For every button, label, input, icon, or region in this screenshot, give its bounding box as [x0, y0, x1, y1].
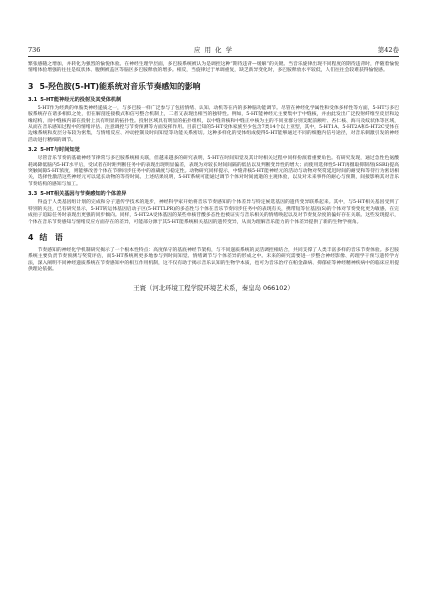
subsection-title: 5-HT与时间知觉: [40, 147, 80, 154]
intro-paragraph: 繁张感随之增加，并转化为强烈的愉悦体验。在神经生理学层面，多巴胺系统被认为是调控这种“期待违背—缓解”的关键。当音乐旋律出现不同程度的期待违背时，伴随着愉悦情绪体验增强的往往是纹状体、腹侧被盖区等脑区多巴胺释放的增多。相反，当旋律过于单调重复，缺乏新异变化时，多巴胺释放水平较低，人们往往会较难获得愉悦感。: [28, 62, 399, 74]
paragraph-4: 节奏感知的神经化学机制研究揭示了一个根本性特点：高度保守的基底神经节架构，与不同递质系统的灵活调控相结合，共同支撑了人类丰富多样的音乐节奏体验。多巴胺系统主要负责节奏预测与奖赏评估，而5-HT系统则更多地参与到时间知觉、情绪调节与个体差异的形成之中。未来的研究需要进一步整合神经影像、药理学干预与遗传学方法，深入阐明不同神经递质系统在节奏感知中的相互作用机制，这不仅有助于揭示音乐认知的生物学本质，也可为音乐治疗在帕金森病、抑郁症等神经精神疾病中的临床应用提供理论依据。: [28, 247, 399, 273]
author-affiliation: 王寰（河北环境工程学院环境艺术系，秦皇岛 066102）: [133, 283, 294, 292]
section-title: 5-羟色胺(5-HT)能系统对音乐节奏感知的影响: [39, 81, 201, 91]
paragraph-3-2: 尽管音乐节奏的基础神经节律常与多巴胺系统相关联，但越来越多的研究表明，5-HT在时间知觉及其计时相关过程中同样扮演着重要角色。有研究发现，通过急性色氨酸耗竭降低脑内5-HT水平后，受试者在时距判断任务中的表现出现明显偏差，表现为对较长时间间隔的低估以及判断变异性的增大；而使用选择性5-HT再摄取抑制剂(SSRI)提高突触间隙5-HT浓度，则能够改善个体在节律同步任务中的准确度与稳定性。动物研究同样提示，中缝背核5-HT能神经元的活动与动物对奖赏延迟时间的耐受和等待行为密切相关，选择性激活这些神经元可以延长动物的等待时间。上述结果说明，5-HT系统可能通过调节个体对时间流逝的主观体验，以及对未来事件的耐心与预期，间接影响其对音乐节奏结构的感知与加工。: [28, 156, 399, 187]
subsection-number: 3.2: [28, 147, 38, 154]
subsection-3-3-heading: [28, 191, 399, 198]
subsection-number: 3.3: [28, 191, 38, 198]
section-number: 4: [28, 232, 34, 242]
section-title: 结 语: [39, 232, 63, 242]
article-body: [28, 62, 399, 293]
section-4-heading: [28, 233, 399, 243]
subsection-3-1-heading: [28, 97, 399, 104]
section-number: 3: [28, 81, 34, 91]
section-3-heading: [28, 82, 399, 92]
page-header: [28, 45, 399, 55]
subsection-3-2-heading: [28, 147, 399, 154]
page-number: 736: [28, 46, 41, 54]
subsection-number: 3.1: [28, 96, 38, 103]
volume-label: 第42卷: [377, 46, 399, 54]
journal-title: 应 用 化 学: [193, 46, 234, 54]
subsection-title: 5-HT相关基因与节奏感知的个体差异: [40, 191, 127, 198]
paragraph-3-1: 5-HT作为经典的单胺类神经递质之一，与多巴胺一样广泛参与了包括情绪、认知、动机等在内的多种脑功能调节。尽管在神经化学属性和受体多样性等方面，5-HT与多巴胺系统存在诸多相似之处，但在解剖连接模式和信号整合机制上，二者又表现出相当的独特性。例如，5-HT能神经元主要集中于中缝核，并由此发出广泛投射纤维至皮层和边缘结构，而中缝核内部在投射上具有明显的拓扑性。投射区域具有明显的拓扑组织，以中缝背核和中缝正中核为主的不同亚群分别支配前额叶、杏仁核、海马及纹状体等区域，从而在音乐感知过程中的情绪评估、注意调控与节奏预测等方面发挥作用。目前已知的5-HT受体家族至少包含7类14个以上亚型，其中，5-HT1A、5-HT2A和5-HT2C受体在边缘系统和皮层分布较为密集，与情绪反应、冲动控制及时间知觉等功能关系密切。这种多样化的受体组成使得5-HT能够通过不同的细胞内信号途径，对音乐刺激引发的神经活动进行精细的调节。: [28, 105, 399, 143]
header-rule: [28, 56, 399, 57]
paragraph-3-3: 得益于人类基因组计划的完成和分子遗传学技术的进步，神经科学家开始将音乐节奏感知的个体差异与特定候选基因的遗传变异联系起来。其中，与5-HT相关基因受到了特别的关注，已有研究显示，5-HT转运体基因启动子区(5-HTTLPR)的多态性与个体在音乐节奏同步任务中的表现有关，携带短等位基因(S)的个体对节奏变化更为敏感，在完成拍子追踪任务时表现出更强的同步倾向。同样，5-HT2A受体基因的某些单核苷酸多态性也被证实与音乐相关的情绪唤起以及对节奏复杂度的偏好存在关联。这些发现提示，个体在音乐节奏感知与情绪反应方面存在的差异，可能部分源于其5-HT能系统相关基因的遗传变异，从而为理解音乐能力的个体差异提供了新的生物学视角。: [28, 200, 399, 225]
subsection-title: 5-HT能神经元的投射及其受体机制: [40, 96, 122, 103]
